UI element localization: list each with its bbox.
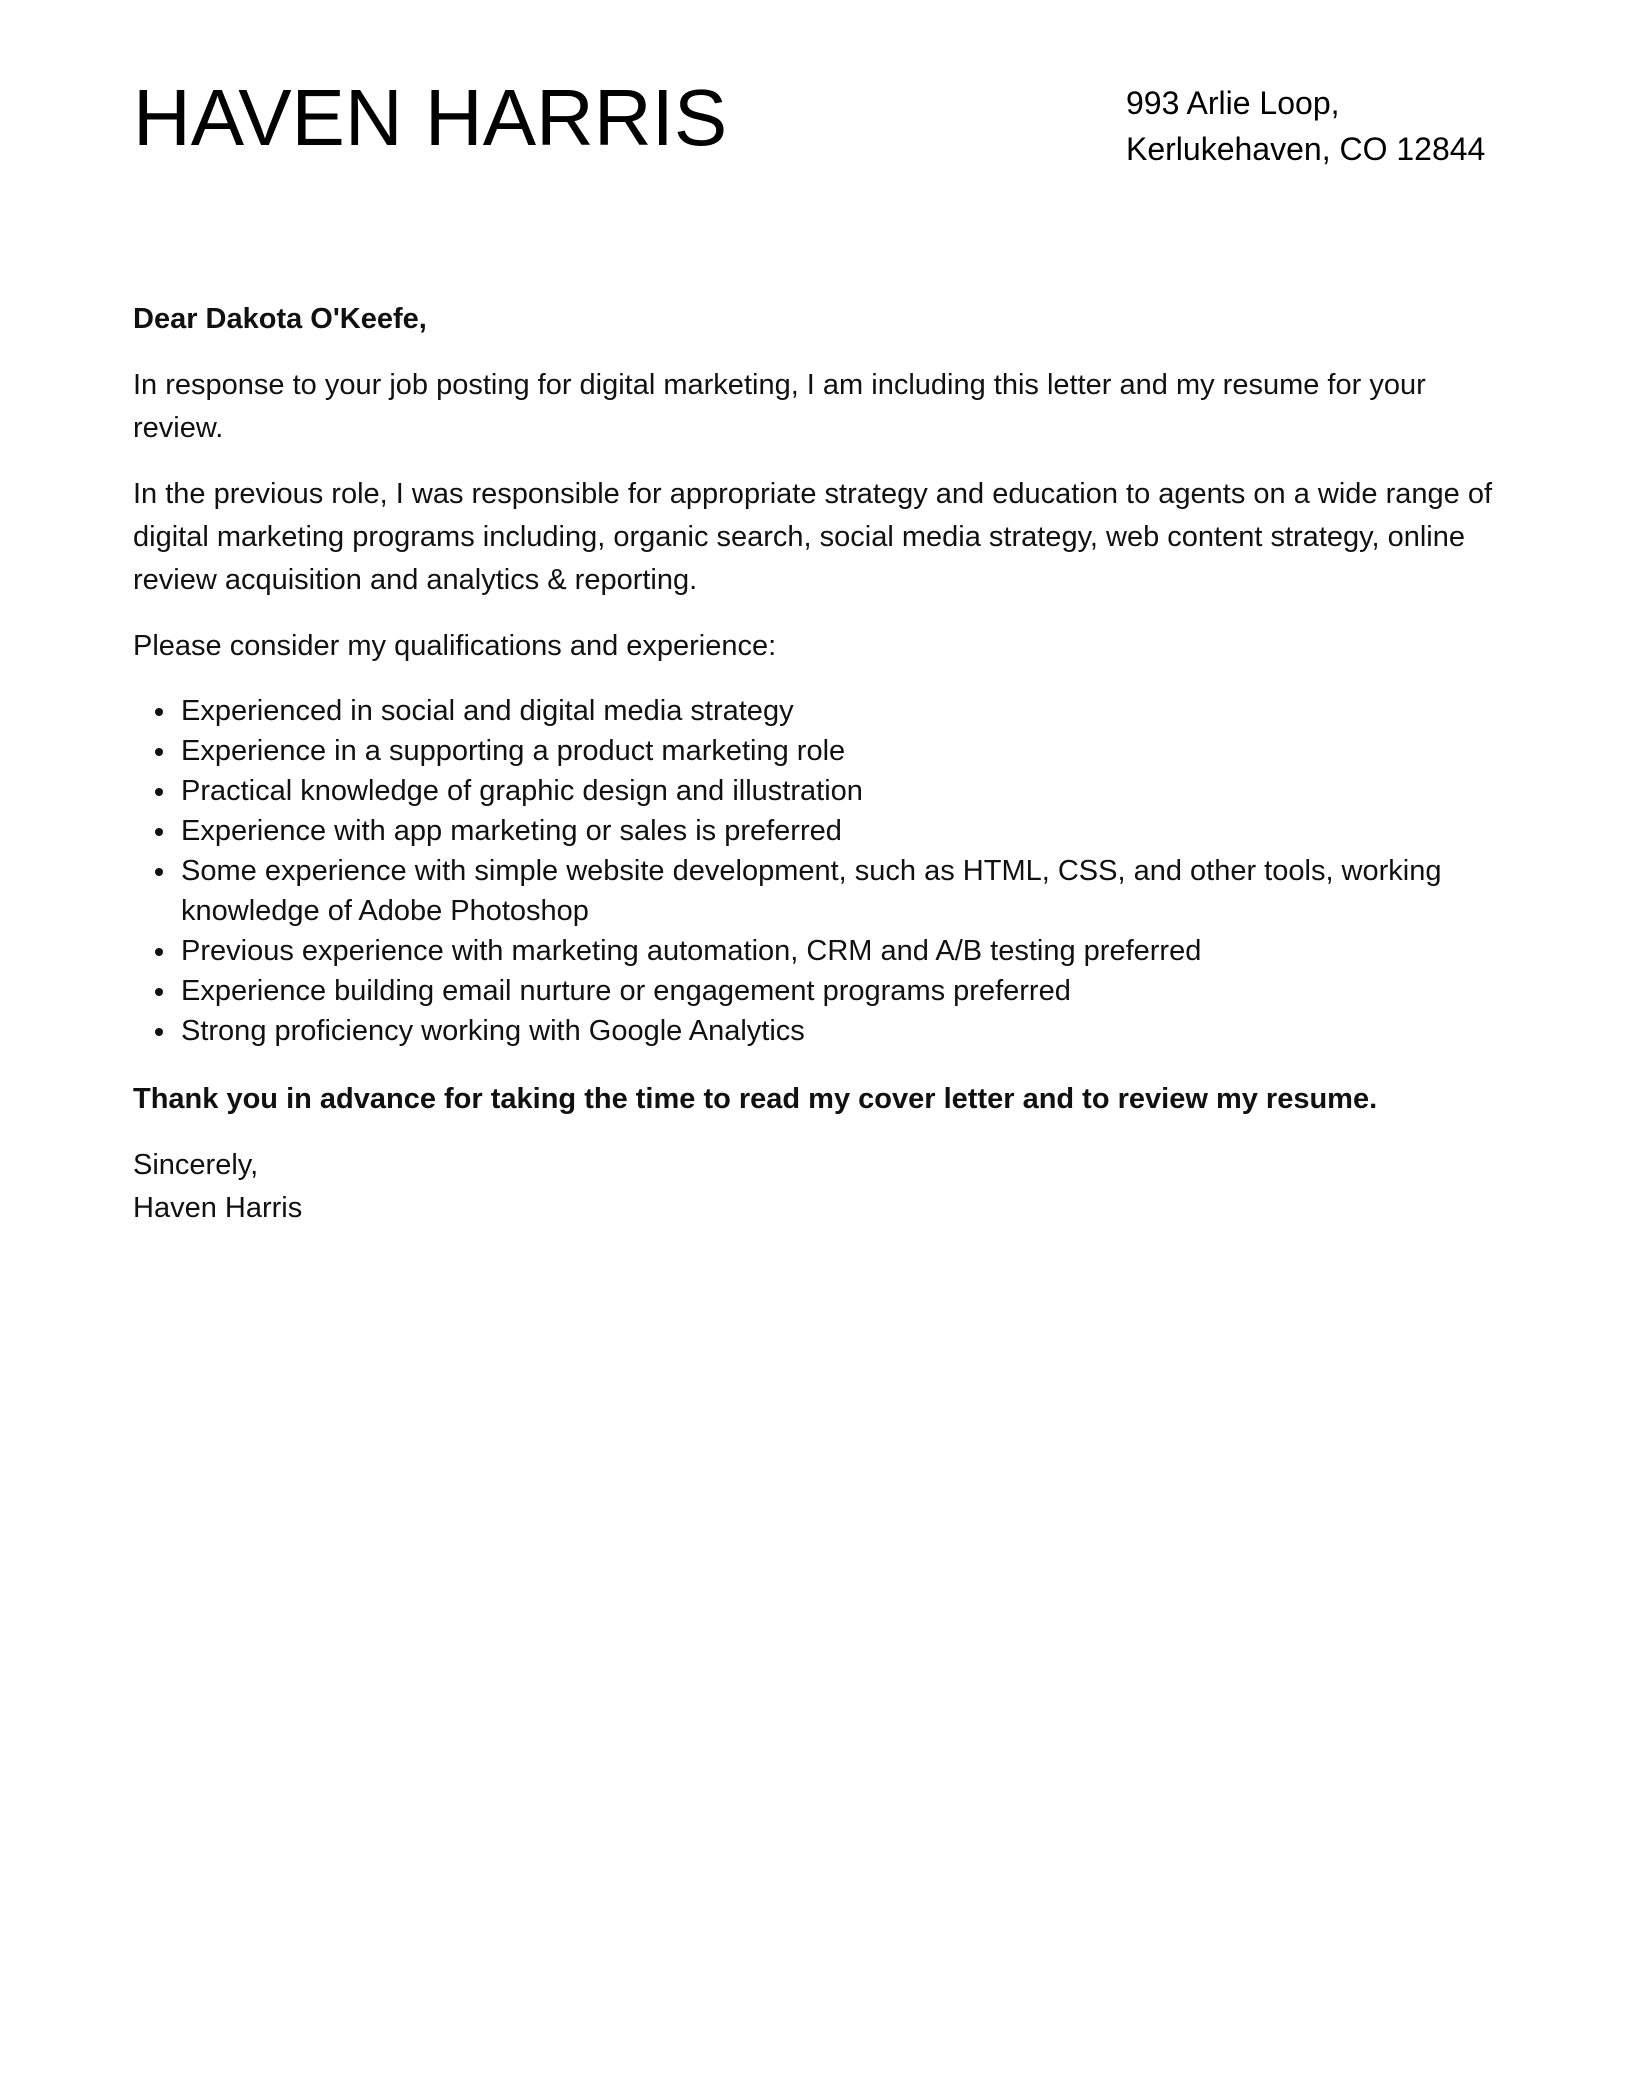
address-line-1: 993 Arlie Loop,: [1126, 85, 1340, 121]
applicant-name: HAVEN HARRIS: [133, 73, 728, 162]
thank-you-line: Thank you in advance for taking the time to read my cover letter and to review my resume.: [133, 1083, 1378, 1115]
list-item: Strong proficiency working with Google Analytics: [133, 1011, 1493, 1051]
letter-body: [133, 298, 1493, 1230]
list-item: Experience building email nurture or engagement programs preferred: [133, 971, 1493, 1011]
list-item: Previous experience with marketing automation, CRM and A/B testing preferred: [133, 931, 1493, 971]
closing: Sincerely,: [133, 1149, 259, 1181]
list-item: Practical knowledge of graphic design and illustration: [133, 771, 1493, 811]
list-item: Experience with app marketing or sales is preferred: [133, 811, 1493, 851]
paragraph-intro: In response to your job posting for digital marketing, I am including this letter and my resume for your review.: [133, 369, 1426, 444]
address-line-2: Kerlukehaven, CO 12844: [1126, 131, 1486, 167]
salutation: Dear Dakota O'Keefe,: [133, 303, 427, 335]
signature: Haven Harris: [133, 1192, 303, 1224]
paragraph-qualifications-lead: Please consider my qualifications and experience:: [133, 630, 777, 662]
closing-block: [133, 1144, 1493, 1230]
paragraph-previous-role: In the previous role, I was responsible for appropriate strategy and education to agents on a wide range of digital marketing programs including, organic search, social media strategy, web content strategy, online review acquisition and analytics & reporting.: [133, 478, 1493, 596]
list-item: Experience in a supporting a product marketing role: [133, 731, 1493, 771]
list-item: Some experience with simple website development, such as HTML, CSS, and other tools, working knowledge of Adobe Photoshop: [133, 851, 1493, 931]
list-item: Experienced in social and digital media strategy: [133, 691, 1493, 731]
qualifications-list: [133, 691, 1493, 1051]
applicant-address: [1126, 80, 1485, 172]
